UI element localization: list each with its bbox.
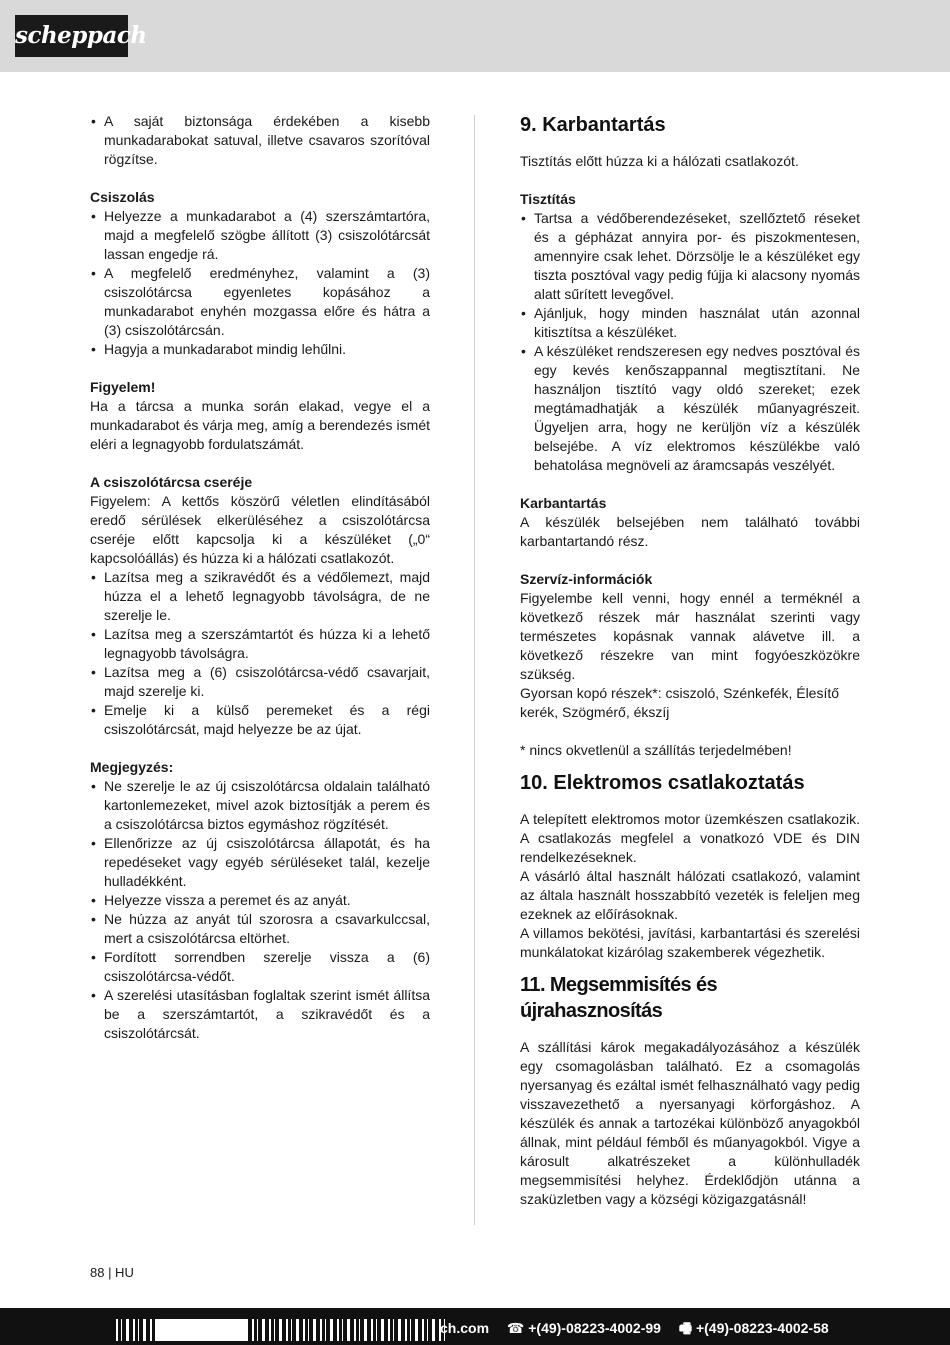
- list-item: • Tartsa a védőberendezéseket, szellőztető réseket és a gépházat annyira por- és piszokmentesen, amennyire csak lehet. Dörzsölje le a készüléket egy tiszta posztóval vagy pedig fújja ki alacsony nyomás alatt sűrített levegővel.: [520, 209, 860, 304]
- cleaning-list: [520, 209, 860, 475]
- list-item: • Ne szerelje le az új csiszolótárcsa oldalain található kartonlemezeket, mivel azok biztosítják a perem és a csiszolótárcsa biztos egymáshoz rögzítését.: [90, 777, 430, 834]
- phone-number: ☎ +(49)-08223-4002-99: [506, 1320, 661, 1336]
- list-item: • A megfelelő eredményhez, valamint a (3) csiszolótárcsa egyenletes kopásához a munkadarabot enyhén mozgassa előre és hátra a (3) csiszolótárcsán.: [90, 264, 430, 340]
- electrical-text-1: A telepített elektromos motor üzemkészen csatlakozik. A csatlakozás megfelel a vonatkozó VDE és DIN rendelkezéseknek.: [520, 811, 860, 865]
- heading-disposal: 11. Megsemmisítés és újrahasznosítás: [520, 974, 718, 1022]
- list-item: • Lazítsa meg a (6) csiszolótárcsa-védő csavarjait, majd szerelje ki.: [90, 663, 430, 701]
- website-link[interactable]: ch.com: [440, 1320, 490, 1336]
- list-item: • Fordított sorrendben szerelje vissza a (6) csiszolótárcsa-védőt.: [90, 948, 430, 986]
- disposal-text: A szállítási károk megakadályozásához a készülék egy csomagolásban található. Ez a csomagolás nyersanyag és ezáltal ismét felhasználható vagy pedig visszavezethető a nyersanyagi körforgáshoz. A készülék és annak a tartozékai különböző anyagokból állnak, mint például fémből és műanyagokból. Vigye a károsult alkatrészeket a különhulladék megsemmisítési helyhez. Érdeklődjön utánna a szaküzletben vagy a községi közigazgatásnál!: [520, 1039, 860, 1207]
- section-heading-cleaning: Tisztítás: [520, 191, 576, 207]
- disc-change-list: [90, 568, 430, 739]
- list-item: • Helyezze vissza a peremet és az anyát.: [90, 891, 430, 910]
- note-list: [90, 777, 430, 1043]
- page-number: 88 | HU: [90, 1265, 134, 1280]
- list-item: • A saját biztonsága érdekében a kisebb munkadarabokat satuval, illetve csavaros szorítóval rögzítse.: [90, 112, 430, 169]
- service-footnote: * nincs okvetlenül a szállítás terjedelmében!: [520, 742, 792, 758]
- left-column: [90, 112, 430, 1043]
- footer-bar: [0, 1308, 950, 1345]
- column-divider: [474, 115, 475, 1225]
- right-column: [520, 112, 860, 1209]
- list-item: • Emelje ki a külső peremeket és a régi csiszolótárcsát, majd helyezze be az újat.: [90, 701, 430, 739]
- intro-list: [90, 112, 430, 169]
- list-item: • A készüléket rendszeresen egy nedves posztóval és egy kevés kenőszappannal megtisztítani. Ne használjon tisztító vagy oldó szereket; ezek megtámadhatják a készülék műanyagrészeit. Ügyeljen arra, hogy ne kerüljön víz a készülék belsejébe. A víz elektromos készülékbe való behatolása megnöveli az áramcsapás veszélyét.: [520, 342, 860, 475]
- disc-change-text: Figyelem: A kettős köszörű véletlen elindításából eredő sérülések elkerüléséhez a csiszolótárcsa cseréje előtt kapcsolja ki a készüléket („0“ kapcsolóállás) és húzza ki a hálózati csatlakozót.: [90, 493, 430, 566]
- heading-maintenance: 9. Karbantartás: [520, 114, 666, 136]
- barcode-graphic: [116, 1319, 446, 1341]
- list-item: • Helyezze a munkadarabot a (4) szerszámtartóra, majd a megfelelő szögbe állított (3) csiszolótárcsát lassan engedje rá.: [90, 207, 430, 264]
- upkeep-text: A készülék belsejében nem található további karbantartandó rész.: [520, 514, 860, 549]
- list-item: • A szerelési utasításban foglaltak szerint ismét állítsa be a szerszámtartót, a szikravédőt és a csiszolótárcsát.: [90, 986, 430, 1043]
- list-item: • Lazítsa meg a szerszámtartót és húzza ki a lehető legnagyobb távolságra.: [90, 625, 430, 663]
- grinding-list: [90, 207, 430, 359]
- contact-info: [440, 1318, 843, 1342]
- fax-number: 🖷 +(49)-08223-4002-58: [678, 1320, 829, 1336]
- section-heading-disc-change: A csiszolótárcsa cseréje: [90, 474, 253, 490]
- maintenance-intro: Tisztítás előtt húzza ki a hálózati csatlakozót.: [520, 153, 799, 169]
- attention-text: Ha a tárcsa a munka során elakad, vegye el a munkadarabot és várja meg, amíg a berendezés ismét eléri a legnagyobb fordulatszámát.: [90, 398, 430, 452]
- brand-logo: scheppach: [15, 15, 128, 57]
- section-heading-upkeep: Karbantartás: [520, 495, 607, 511]
- section-heading-grinding: Csiszolás: [90, 189, 155, 205]
- section-heading-attention: Figyelem!: [90, 379, 156, 395]
- list-item: • Ajánljuk, hogy minden használat után azonnal kitisztítsa a készüléket.: [520, 304, 860, 342]
- section-heading-note: Megjegyzés:: [90, 759, 174, 775]
- heading-electrical: 10. Elektromos csatlakoztatás: [520, 772, 805, 794]
- list-item: • Hagyja a munkadarabot mindig lehűlni.: [90, 340, 430, 359]
- electrical-text-3: A villamos bekötési, javítási, karbantartási és szerelési munkálatokat kizárólag szakemberek végezhetik.: [520, 925, 860, 960]
- section-heading-service: Szervíz-információk: [520, 571, 653, 587]
- list-item: • Lazítsa meg a szikravédőt és a védőlemezt, majd húzza el a lehető legnagyobb távolságra, de ne szerelje le.: [90, 568, 430, 625]
- list-item: • Ne húzza az anyát túl szorosra a csavarkulccsal, mert a csiszolótárcsa eltörhet.: [90, 910, 430, 948]
- service-text: Figyelembe kell venni, hogy ennél a terméknél a következő részek már használat szerinti vagy természetes kopásnak vannak alávetve ill. a következő részekre van mint fogyóeszközökre szükség.: [520, 590, 860, 682]
- service-parts: Gyorsan kopó részek*: csiszoló, Szénkefék, Élesítő kerék, Szögmérő, ékszíj: [520, 685, 840, 720]
- electrical-text-2: A vásárló által használt hálózati csatlakozó, valamint az általa használt hosszabbító vezeték is feleljen meg ezeknek az előírásoknak.: [520, 868, 860, 922]
- list-item: • Ellenőrizze az új csiszolótárcsa állapotát, és ha repedéseket vagy egyéb sérüléseket talál, kezelje hulladékként.: [90, 834, 430, 891]
- page-header: [0, 0, 950, 72]
